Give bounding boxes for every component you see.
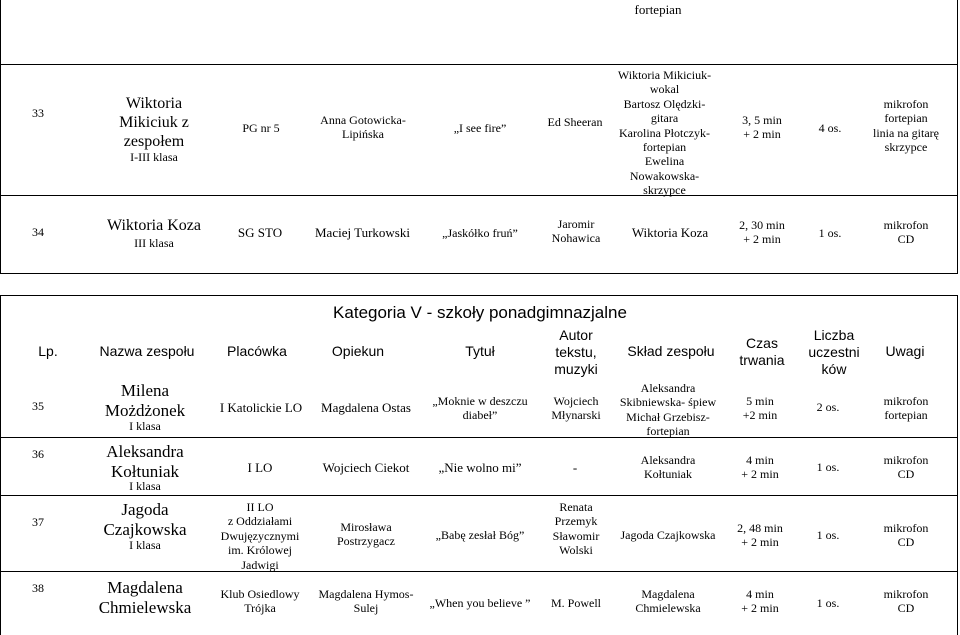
notes: mikrofon CD [883, 453, 929, 482]
ensemble-members: Jagoda Czajkowska [620, 528, 716, 542]
school: I LO [247, 460, 273, 475]
ensemble-members: Wiktoria Mikiciuk- wokal Bartosz Olędzki- gitara Karolina Płotczyk- fortepian Ewelina Nowakowska- skrzypce [617, 68, 712, 198]
participant-count: 1 os. [816, 460, 840, 474]
song-author: Wojciech Młynarski [551, 394, 601, 423]
teacher: Magdalena Hymos- Sulej [318, 587, 414, 616]
ensemble-members: Aleksandra Skibniewska- śpiew Michał Grzebisz- fortepian [619, 381, 717, 439]
song-title: „I see fire” [453, 121, 507, 135]
header-author: Autor tekstu, muzyki [554, 327, 598, 377]
performance-time: 5 min +2 min [742, 394, 778, 423]
header-title: Tytuł [465, 343, 495, 359]
song-title: „Nie wolno mi” [438, 460, 522, 475]
participant-count: 2 os. [816, 400, 840, 414]
ensemble-name: Wiktoria Mikiciuk z zespołem [119, 95, 189, 151]
upper-table-border-bottom [0, 273, 958, 274]
teacher: Magdalena Ostas [321, 400, 411, 415]
teacher: Wojciech Ciekot [322, 460, 410, 475]
notes: mikrofon fortepian [883, 394, 929, 423]
lower-table-border-top [0, 295, 958, 296]
song-title: „Jaskółko fruń” [442, 226, 518, 240]
notes: mikrofon CD [883, 218, 929, 247]
lower-table-border-left [0, 295, 1, 635]
ensemble-class: I klasa [129, 538, 161, 552]
header-time: Czas trwania [739, 335, 785, 368]
ensemble-name: Aleksandra Kołtuniak [106, 442, 184, 482]
performance-time: 4 min + 2 min [741, 453, 779, 482]
ensemble-name: Magdalena Chmielewska [98, 578, 192, 618]
school: I Katolickie LO [219, 400, 303, 415]
performance-time: 2, 30 min + 2 min [739, 218, 785, 247]
ensemble-class: I klasa [129, 419, 161, 433]
school: PG nr 5 [242, 121, 280, 135]
notes: mikrofon fortepian linia na gitarę skrzypce [873, 97, 939, 155]
song-title: „Moknie w deszczu diabeł” [432, 394, 528, 423]
header-school: Placówka [227, 343, 287, 359]
upper-table-border-left [0, 0, 1, 274]
ensemble-members: Aleksandra Kołtuniak [640, 453, 696, 482]
row-number: 33 [32, 106, 44, 120]
teacher: Mirosława Postrzygacz [337, 520, 395, 549]
school: SG STO [237, 225, 283, 240]
ensemble-class: III klasa [134, 236, 174, 250]
lower-table-row-divider [0, 437, 958, 438]
ensemble-members: Wiktoria Koza [631, 225, 709, 240]
fragment-equipment: fortepian [634, 2, 682, 17]
ensemble-name: Wiktoria Koza [107, 217, 201, 234]
school: II LO z Oddziałami Dwujęzycznymi im. Królowej Jadwigi [220, 500, 300, 572]
teacher: Maciej Turkowski [315, 225, 410, 240]
song-author: Renata Przemyk Sławomir Wolski [552, 500, 600, 558]
song-author: M. Powell [550, 596, 601, 610]
upper-table-row-divider [0, 64, 958, 65]
row-number: 36 [32, 447, 44, 461]
song-title: „When you believe ” [429, 596, 531, 610]
row-number: 37 [32, 515, 44, 529]
participant-count: 1 os. [816, 596, 840, 610]
notes: mikrofon CD [883, 521, 929, 550]
row-number: 38 [32, 581, 44, 595]
song-author: - [572, 460, 578, 475]
notes: mikrofon CD [883, 587, 929, 616]
row-number: 34 [32, 225, 44, 239]
header-notes: Uwagi [885, 343, 925, 359]
participant-count: 4 os. [818, 121, 842, 135]
ensemble-name: Milena Możdżonek [104, 381, 186, 421]
header-teacher: Opiekun [331, 343, 385, 359]
ensemble-name: Jagoda Czajkowska [103, 500, 187, 540]
song-title: „Babę zesłał Bóg” [435, 528, 525, 542]
performance-time: 4 min + 2 min [741, 587, 779, 616]
header-count: Liczba uczestni ków [808, 327, 860, 377]
participant-count: 1 os. [816, 528, 840, 542]
school: Klub Osiedlowy Trójka [220, 587, 300, 616]
ensemble-class: I klasa [129, 479, 161, 493]
header-lp: Lp. [38, 343, 58, 359]
ensemble-class: I-III klasa [130, 150, 178, 164]
teacher: Anna Gotowicka- Lipińska [320, 113, 406, 142]
header-name: Nazwa zespołu [99, 343, 195, 359]
participant-count: 1 os. [818, 226, 842, 240]
header-members: Skład zespołu [627, 343, 715, 359]
song-author: Jaromir Nohawica [551, 217, 601, 246]
song-author: Ed Sheeran [547, 115, 603, 129]
performance-time: 2, 48 min + 2 min [737, 521, 783, 550]
category-title: Kategoria V - szkoły ponadgimnazjalne [333, 303, 627, 322]
row-number: 35 [32, 399, 44, 413]
performance-time: 3, 5 min + 2 min [742, 113, 782, 142]
lower-table-row-divider [0, 571, 958, 572]
upper-table-row-divider [0, 195, 958, 196]
lower-table-row-divider [0, 495, 958, 496]
ensemble-members: Magdalena Chmielewska [635, 587, 701, 616]
